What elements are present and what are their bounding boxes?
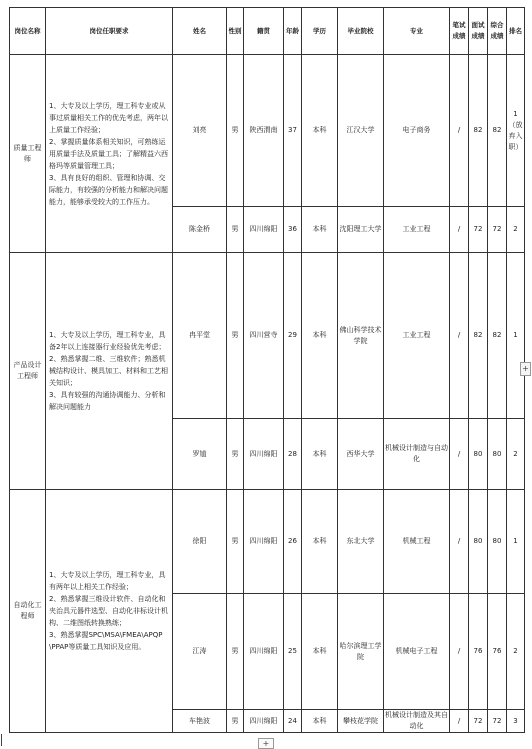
- age-cell: 24: [284, 710, 302, 733]
- total-cell: 72: [488, 207, 507, 253]
- school-cell: 哈尔滨理工学院: [338, 594, 384, 710]
- name-cell: 罗馗: [173, 419, 227, 490]
- header-education: 学历: [302, 8, 338, 55]
- interview-cell: 72: [469, 207, 488, 253]
- age-cell: 37: [284, 55, 302, 207]
- table-expand-handle[interactable]: +: [520, 362, 531, 376]
- requirements-cell: 1、大专及以上学历，理工科专业或从事过质量相关工作的优先考虑，两年以上质量工作经验； 2、掌握质量体系相关知识，可熟练运用质量手法及质量工具；了解精益六西格玛等质量管理工具； 3、具有良好的组织、管理和协调、交际能力，有较强的分析能力和解决问题能力，能够承受较大的工作压力。: [46, 55, 173, 253]
- gender-cell: 男: [227, 253, 244, 419]
- position-cell: 自动化工程师: [10, 490, 46, 733]
- gender-cell: 男: [227, 594, 244, 710]
- name-cell: 江涛: [173, 594, 227, 710]
- origin-cell: 四川营寺: [244, 253, 284, 419]
- table-row[interactable]: [10, 490, 525, 594]
- gender-cell: 男: [227, 710, 244, 733]
- school-cell: 沈阳理工大学: [338, 207, 384, 253]
- major-cell: 工业工程: [384, 253, 450, 419]
- rank-cell: 2: [507, 419, 525, 490]
- education-cell: 本科: [302, 710, 338, 733]
- total-cell: 76: [488, 594, 507, 710]
- education-cell: 本科: [302, 419, 338, 490]
- age-cell: 26: [284, 490, 302, 594]
- position-cell: 质量工程师: [10, 55, 46, 253]
- header-requirements: 岗位任职要求: [46, 8, 173, 55]
- education-cell: 本科: [302, 55, 338, 207]
- education-cell: 本科: [302, 594, 338, 710]
- header-origin: 籍贯: [244, 8, 284, 55]
- interview-cell: 76: [469, 594, 488, 710]
- major-cell: 机械电子工程: [384, 594, 450, 710]
- rank-cell: 1: [507, 490, 525, 594]
- written-cell: /: [450, 490, 469, 594]
- written-cell: /: [450, 594, 469, 710]
- interview-cell: 80: [469, 490, 488, 594]
- school-cell: 佛山科学技术学院: [338, 253, 384, 419]
- age-cell: 36: [284, 207, 302, 253]
- origin-cell: 四川绵阳: [244, 207, 284, 253]
- origin-cell: 四川绵阳: [244, 490, 284, 594]
- rank-cell: 3: [507, 710, 525, 733]
- total-cell: 82: [488, 55, 507, 207]
- candidate-table: [9, 7, 525, 733]
- school-cell: 东北大学: [338, 490, 384, 594]
- header-interview: 面试成绩: [469, 8, 488, 55]
- text-cursor-marker: [1, 734, 2, 746]
- interview-cell: 82: [469, 253, 488, 419]
- name-cell: 冉平堂: [173, 253, 227, 419]
- header-total: 综合成绩: [488, 8, 507, 55]
- total-cell: 72: [488, 710, 507, 733]
- name-cell: 徐阳: [173, 490, 227, 594]
- rank-cell: 1 （放弃入职）: [507, 55, 525, 207]
- origin-cell: 四川绵阳: [244, 419, 284, 490]
- rank-cell: 1: [507, 253, 525, 419]
- age-cell: 28: [284, 419, 302, 490]
- name-cell: 陈金桥: [173, 207, 227, 253]
- rank-cell: 2: [507, 207, 525, 253]
- age-cell: 29: [284, 253, 302, 419]
- rank-cell: 2: [507, 594, 525, 710]
- origin-cell: 四川绵阳: [244, 594, 284, 710]
- major-cell: 工业工程: [384, 207, 450, 253]
- education-cell: 本科: [302, 253, 338, 419]
- major-cell: 机械工程: [384, 490, 450, 594]
- header-name: 姓名: [173, 8, 227, 55]
- school-cell: 江汉大学: [338, 55, 384, 207]
- header-age: 年龄: [284, 8, 302, 55]
- position-cell: 产品设计工程师: [10, 253, 46, 490]
- header-position: 岗位名称: [10, 8, 46, 55]
- origin-cell: 四川绵阳: [244, 710, 284, 733]
- total-cell: 80: [488, 419, 507, 490]
- table-row[interactable]: [10, 55, 525, 207]
- written-cell: /: [450, 419, 469, 490]
- total-cell: 80: [488, 490, 507, 594]
- header-gender: 性别: [227, 8, 244, 55]
- gender-cell: 男: [227, 55, 244, 207]
- written-cell: /: [450, 710, 469, 733]
- gender-cell: 男: [227, 419, 244, 490]
- table-row[interactable]: [10, 253, 525, 419]
- education-cell: 本科: [302, 490, 338, 594]
- add-row-button[interactable]: +: [258, 738, 274, 749]
- header-major: 专业: [384, 8, 450, 55]
- header-school: 毕业院校: [338, 8, 384, 55]
- requirements-cell: 1、大专及以上学历，理工科专业，具备2年以上连接器行业经验优先考虑； 2、熟悉掌握二维、三维软件；熟悉机械结构设计、模具加工、材料和工艺相关知识； 3、具有较强的沟通协调能力、分析和解决问题能力: [46, 253, 173, 490]
- name-cell: 车艳波: [173, 710, 227, 733]
- education-cell: 本科: [302, 207, 338, 253]
- major-cell: 电子商务: [384, 55, 450, 207]
- major-cell: 机械设计制造及其自动化: [384, 710, 450, 733]
- origin-cell: 陕西渭南: [244, 55, 284, 207]
- header-row: [10, 8, 525, 55]
- header-written: 笔试成绩: [450, 8, 469, 55]
- major-cell: 机械设计制造与自动化: [384, 419, 450, 490]
- gender-cell: 男: [227, 490, 244, 594]
- school-cell: 攀枝花学院: [338, 710, 384, 733]
- written-cell: /: [450, 207, 469, 253]
- requirements-cell: 1、大专及以上学历，理工科专业，具有两年以上相关工作经验； 2、熟悉掌握三维设计软件、自动化和夹治具元器件选型、自动化非标设计机构、二维图纸转换熟练； 3、熟悉掌握SPC\MSA\FMEA\APQP\PPAP等质量工具知识及应用。: [46, 490, 173, 733]
- age-cell: 25: [284, 594, 302, 710]
- interview-cell: 82: [469, 55, 488, 207]
- interview-cell: 72: [469, 710, 488, 733]
- interview-cell: 80: [469, 419, 488, 490]
- written-cell: /: [450, 253, 469, 419]
- header-rank: 排名: [507, 8, 525, 55]
- school-cell: 西华大学: [338, 419, 384, 490]
- total-cell: 82: [488, 253, 507, 419]
- written-cell: /: [450, 55, 469, 207]
- name-cell: 刘亮: [173, 55, 227, 207]
- gender-cell: 男: [227, 207, 244, 253]
